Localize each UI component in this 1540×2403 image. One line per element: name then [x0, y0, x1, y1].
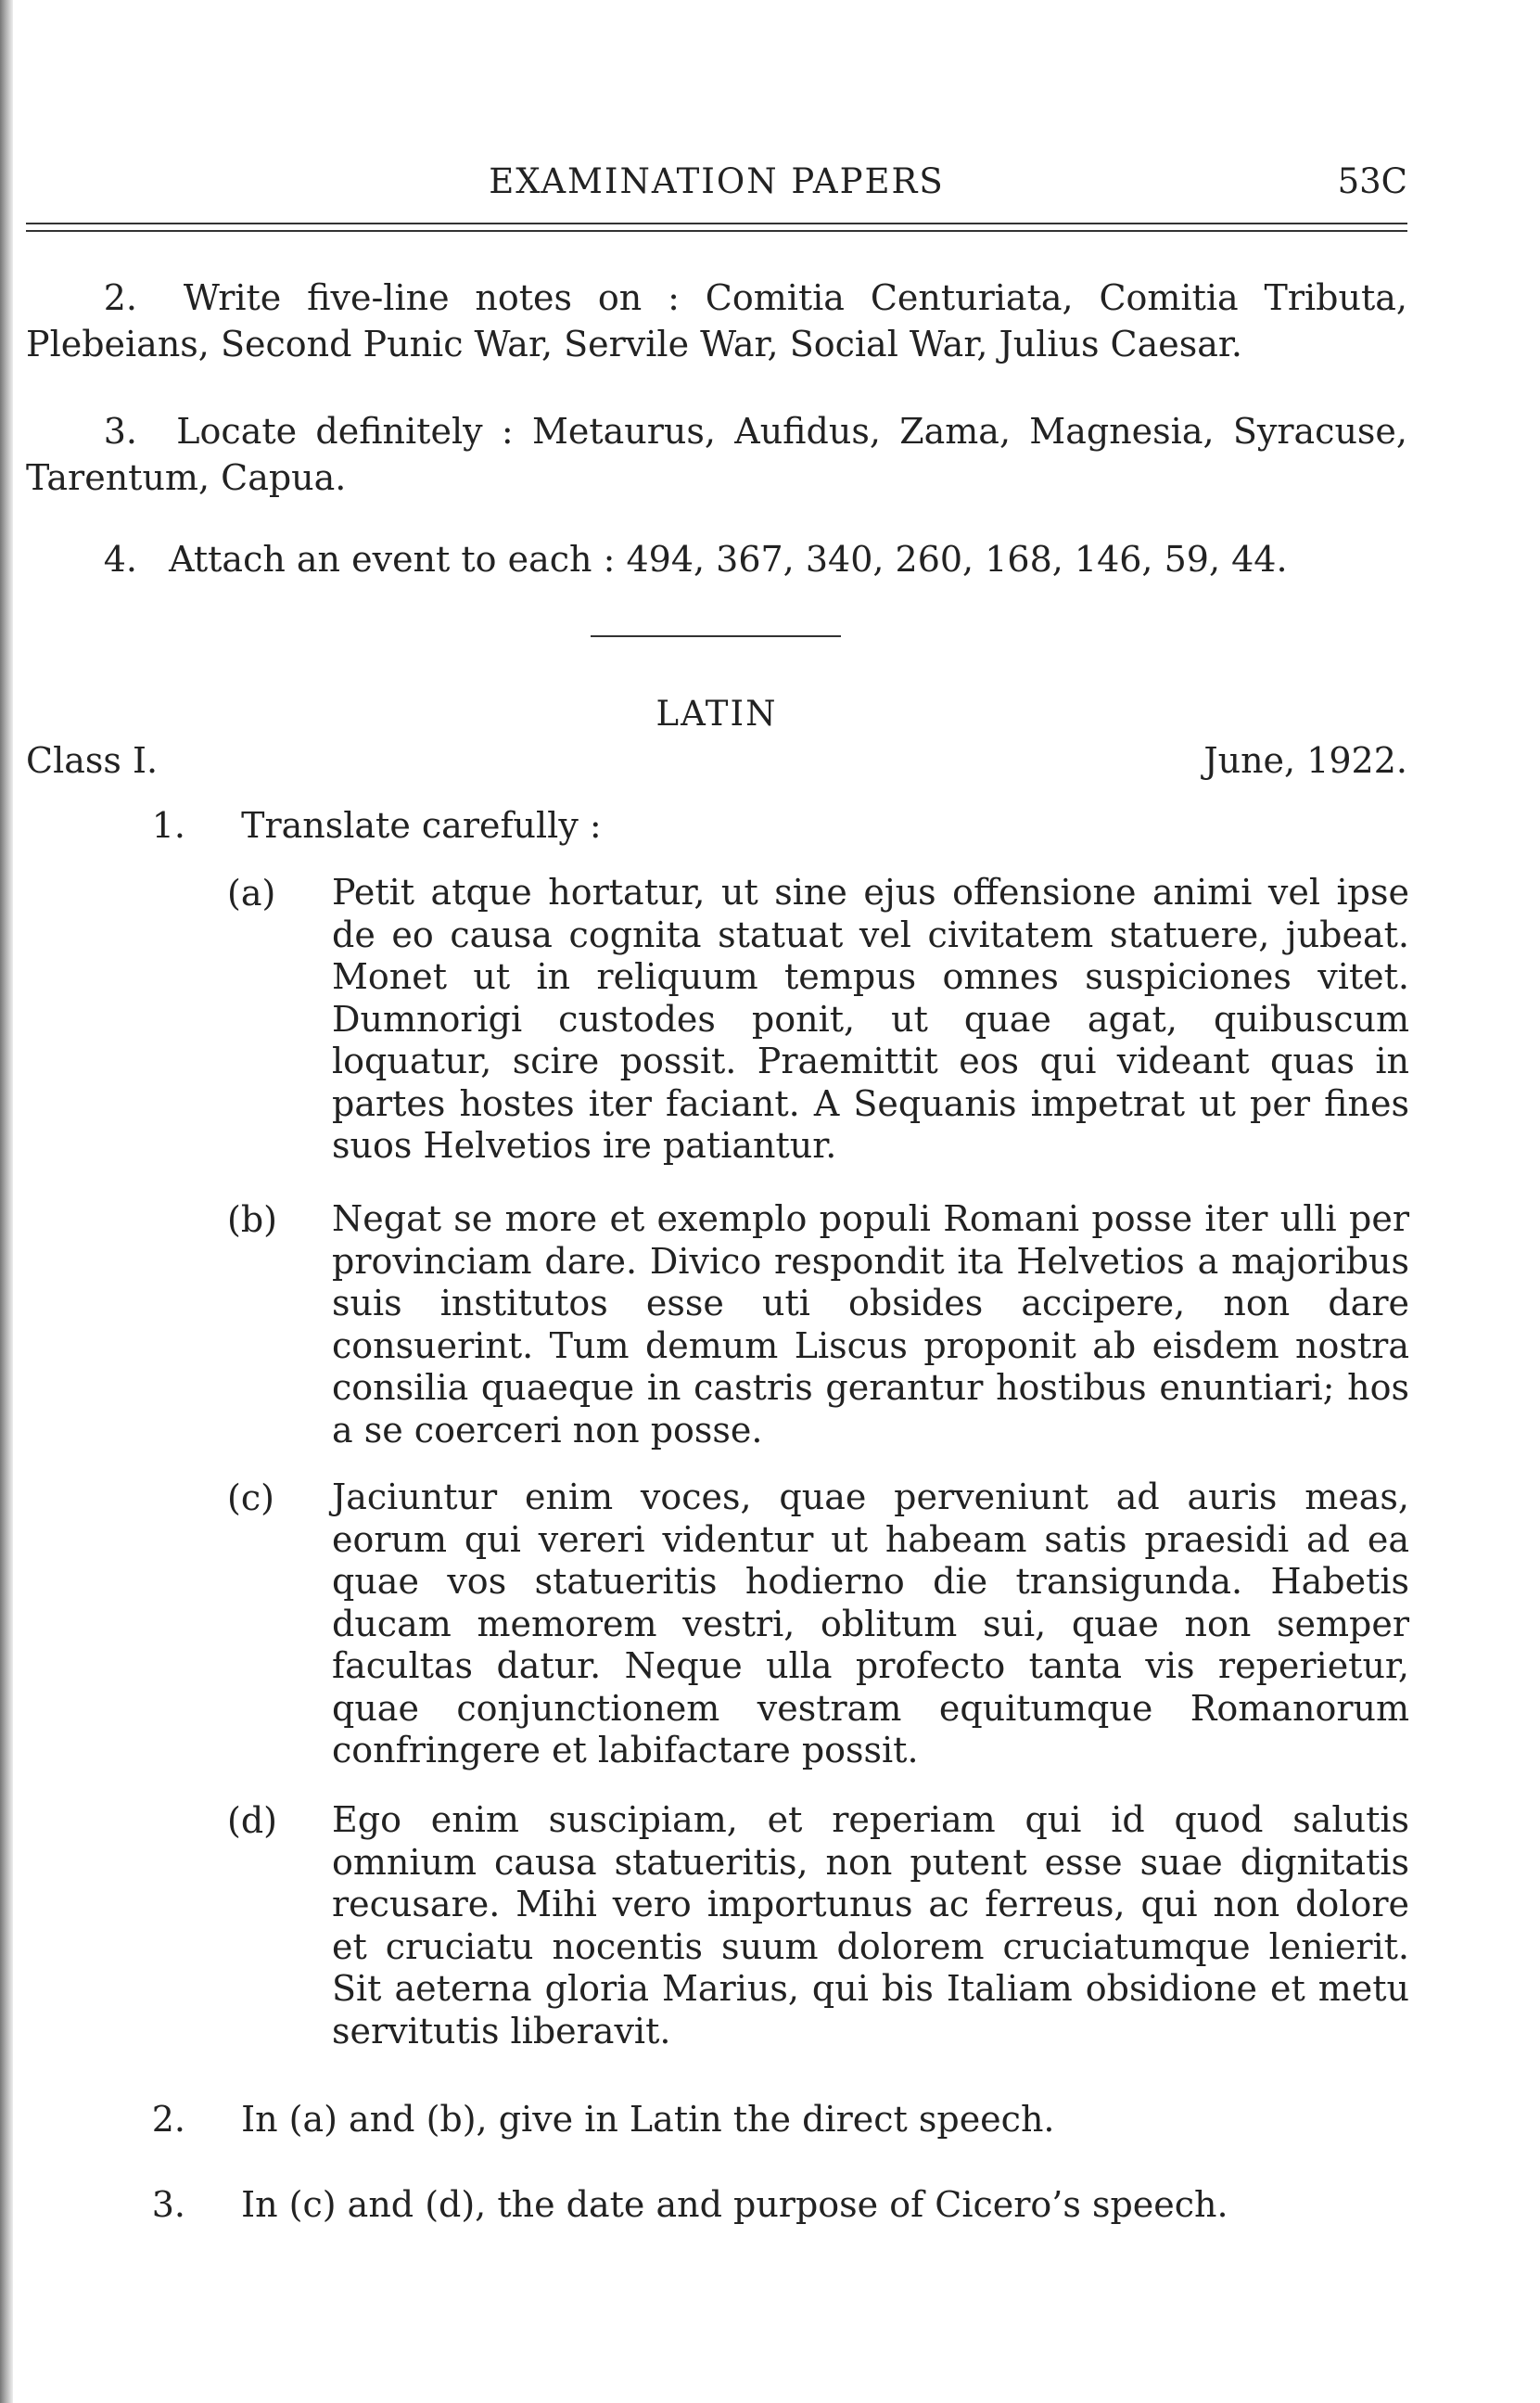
passage-text-b: Negat se more et exemplo populi Romani posse iter ulli per provinciam dare. Divico respondit ita Helvetios a majoribus suis institutos esse uti obsides accipere, non dare consuerint. Tum demum Liscus proponit ab eisdem nostra consilia quaeque in castris gerantur hostibus enuntiari; hos a se coerceri non posse. — [332, 1198, 1409, 1451]
passage-label-b: (b) — [227, 1199, 277, 1240]
latin-question-3 — [26, 2181, 1407, 2228]
class-label: Class I. — [26, 740, 159, 781]
header-double-rule — [26, 223, 1407, 232]
question-number: 3. — [103, 411, 137, 452]
history-question-2 — [26, 275, 1407, 367]
passage-label-a: (a) — [227, 873, 276, 914]
section-divider — [591, 635, 841, 637]
passage-text-c: Jaciuntur enim voces, quae perveniunt ad auris meas, eorum qui vereri videntur ut habeam satis praesidi ad ea quae vos statueritis hodierno die transigunda. Habetis ducam memorem vestri, oblitum sui, quae non semper facultas datur. Neque ulla profecto tanta vis reperietur, quae conjunctionem vestram equitumque Romanorum confringere et labifactare possit. — [332, 1476, 1409, 1770]
page-spine-shadow — [0, 0, 13, 2403]
passage-text-d: Ego enim suscipiam, et reperiam qui id quod salutis omnium causa statueritis, non putent esse suae dignitatis recusare. Mihi vero importunus ac ferreus, qui non dolore et cruciatu nocentis suum dolorem cruciatumque lenierit. Sit aeterna gloria Marius, qui bis Italiam obsidione et metu servitutis liberavit. — [332, 1799, 1409, 2051]
latin-question-2 — [26, 2096, 1407, 2142]
question-number: 3. — [151, 2184, 185, 2225]
exam-date: June, 1922. — [1203, 740, 1407, 781]
page-number: 53C — [1337, 161, 1407, 201]
passage-label-c: (c) — [227, 1477, 274, 1518]
section-title-latin: LATIN — [655, 694, 778, 734]
history-question-3 — [26, 408, 1407, 501]
question-number: 1. — [151, 805, 185, 846]
question-text: Locate definitely : Metaurus, Aufidus, Zama, Magnesia, Syracuse, Tarentum, Capua. — [26, 411, 1407, 498]
question-text: In (c) and (d), the date and purpose of Cicero’s speech. — [241, 2184, 1228, 2225]
passage-text-a: Petit atque hortatur, ut sine ejus offensione animi vel ipse de eo causa cognita statuat vel civitatem statuere, jubeat. Monet ut in reliquum tempus omnes suspiciones vitet. Dumnorigi custodes ponit, ut quae agat, quibuscum loquatur, scire possit. Praemittit eos qui videant quas in partes hostes iter faciant. A Sequanis impetrat ut per fines suos Helvetios ire patiantur. — [332, 872, 1409, 1166]
running-header — [26, 154, 1407, 210]
question-text: Attach an event to each : 494, 367, 340, 260, 168, 146, 59, 44. — [169, 539, 1288, 580]
question-text: In (a) and (b), give in Latin the direct speech. — [241, 2099, 1055, 2140]
header-title: EXAMINATION PAPERS — [489, 161, 945, 201]
question-text: Write five-line notes on : Comitia Centuriata, Comitia Tributa, Plebeians, Second Punic War, Servile War, Social War, Julius Caesar. — [26, 277, 1407, 364]
question-text: Translate carefully : — [241, 805, 602, 846]
question-number: 4. — [103, 539, 137, 580]
latin-question-1 — [26, 805, 602, 846]
history-question-4 — [26, 536, 1407, 582]
question-number: 2. — [151, 2099, 185, 2140]
question-number: 2. — [103, 277, 137, 318]
passage-label-d: (d) — [227, 1800, 277, 1841]
